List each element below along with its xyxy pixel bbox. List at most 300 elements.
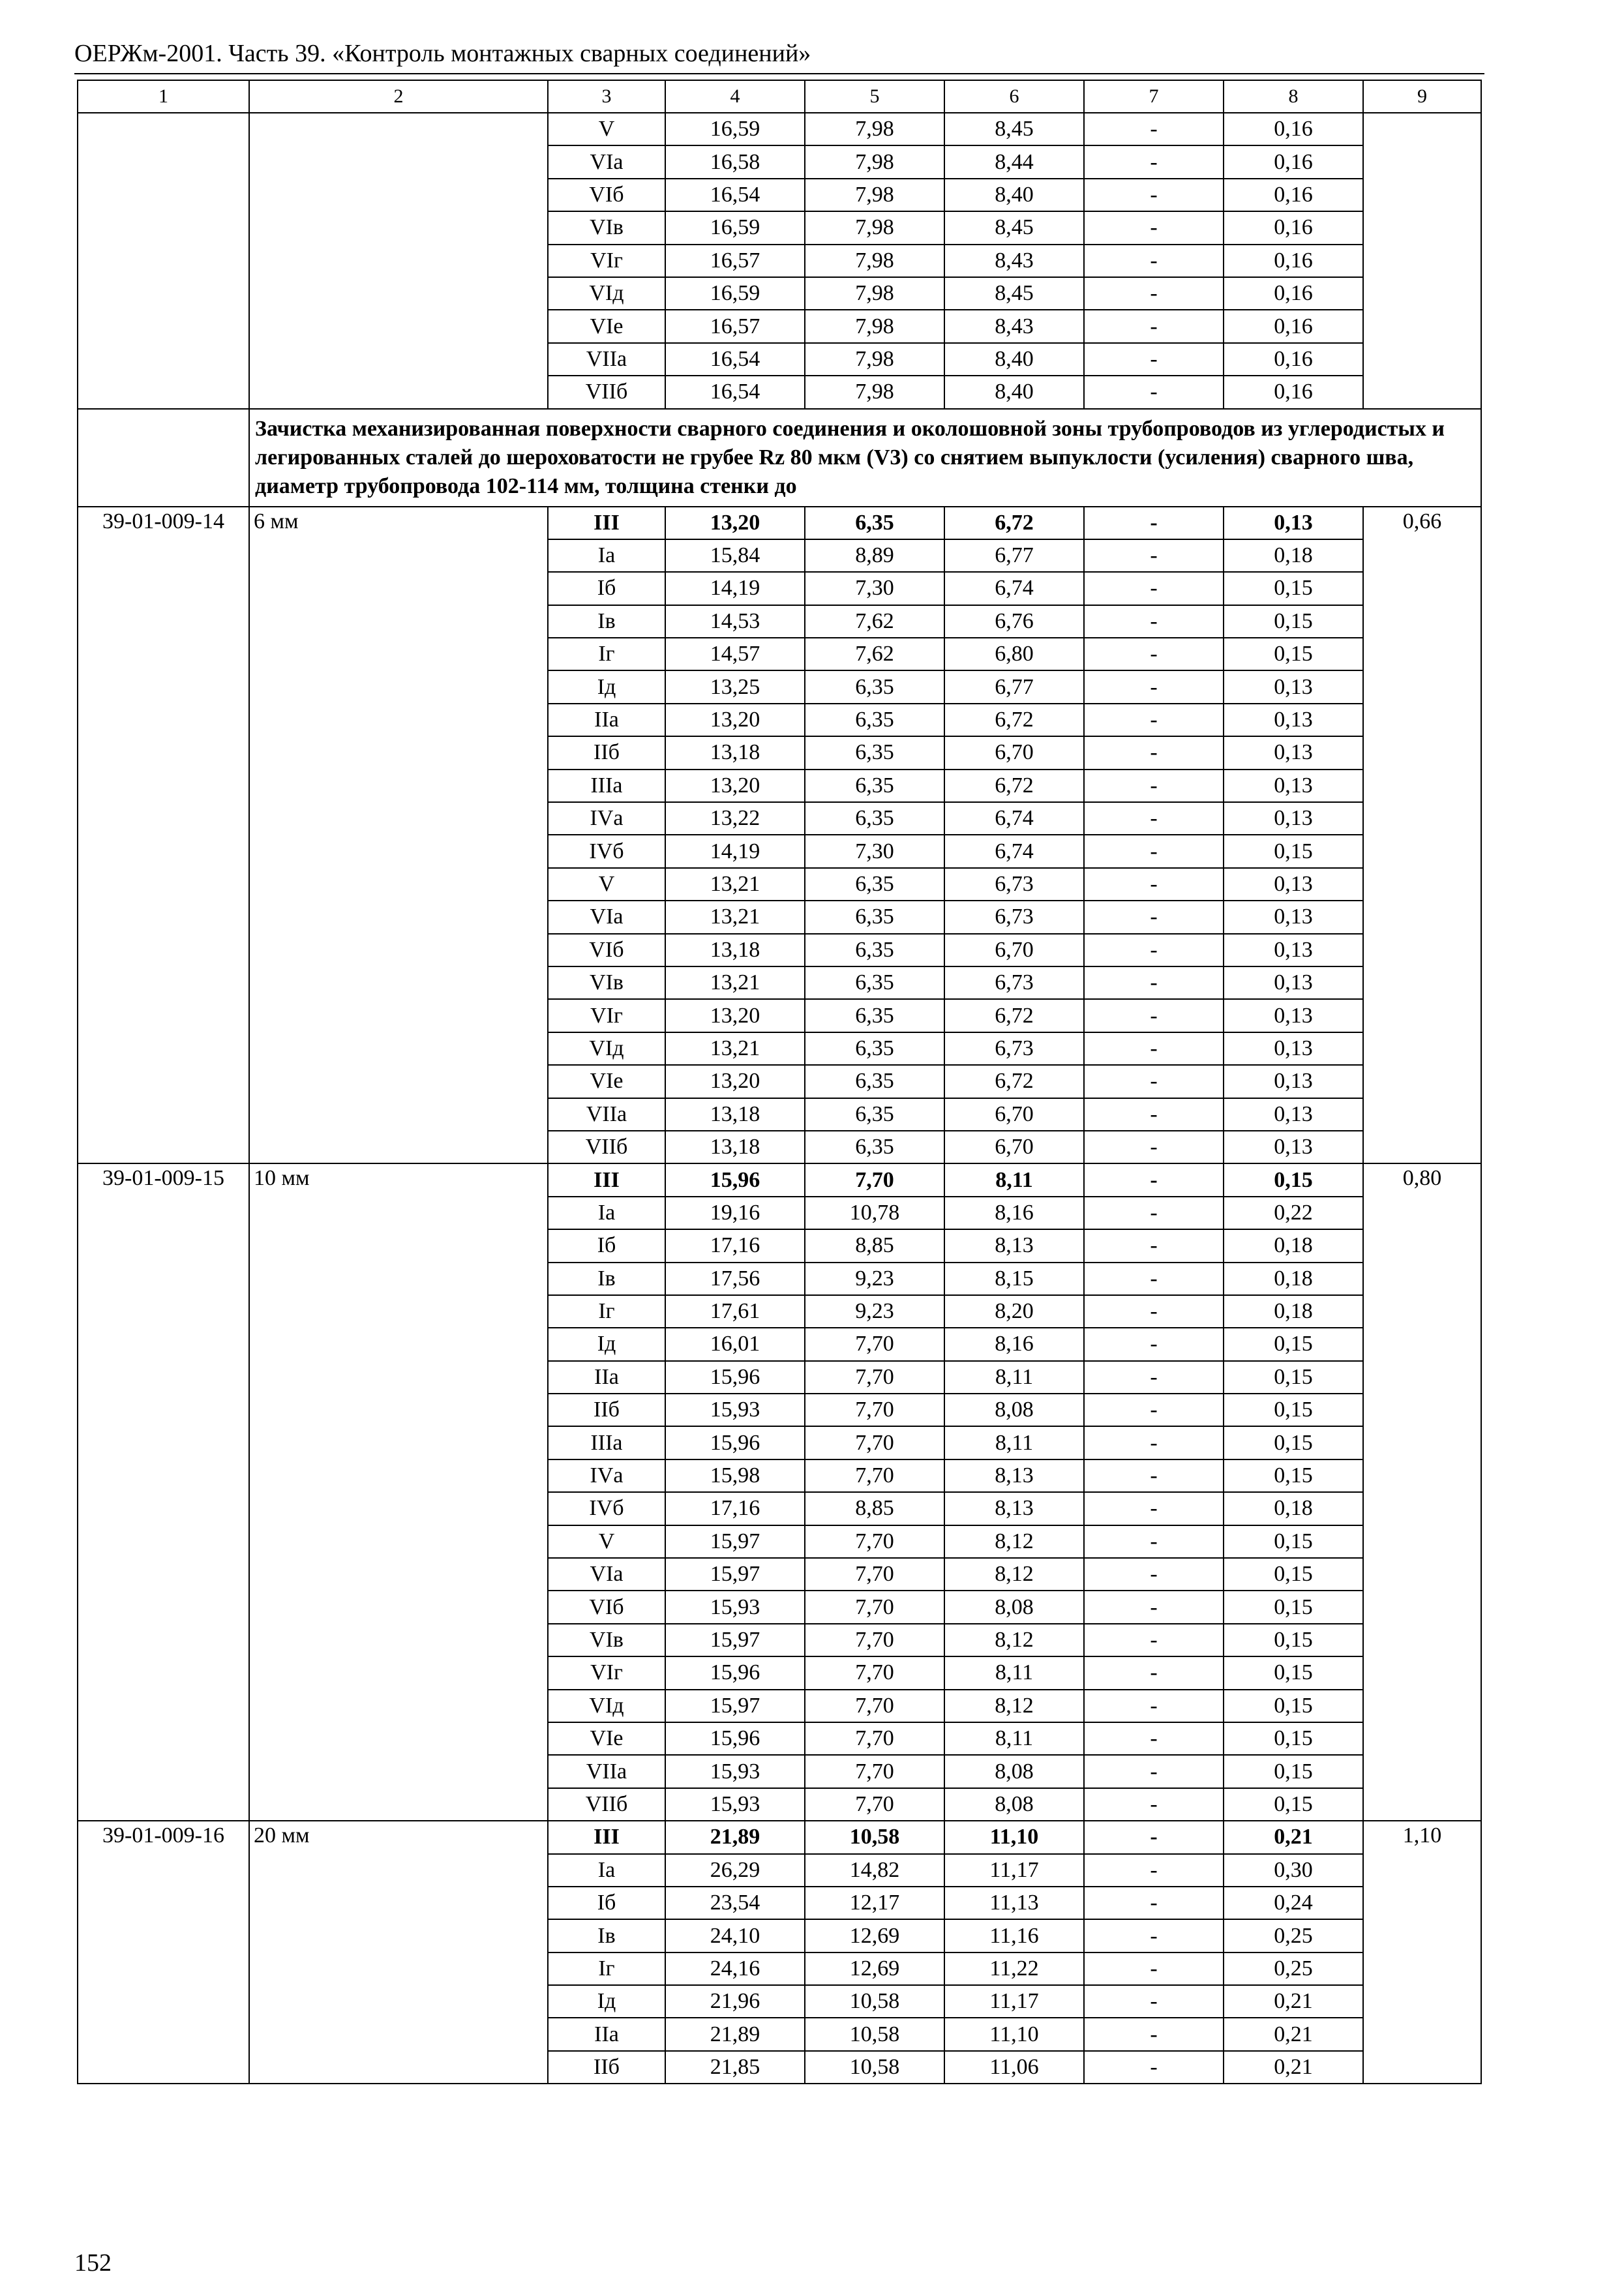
table-cell: VIе — [548, 1065, 665, 1098]
table-cell: Iа — [548, 1197, 665, 1229]
table-cell: 6,72 — [944, 507, 1084, 539]
table-cell: 6,77 — [944, 670, 1084, 703]
table-cell: 6,72 — [944, 770, 1084, 802]
table-cell: 16,59 — [665, 113, 805, 145]
table-cell: 13,20 — [665, 507, 805, 539]
table-cell: 21,89 — [665, 2018, 805, 2050]
table-cell: 7,70 — [805, 1459, 944, 1492]
table-cell: VIе — [548, 1722, 665, 1755]
thickness-cell-empty — [249, 113, 548, 409]
table-cell: IIа — [548, 2018, 665, 2050]
table-cell: 15,96 — [665, 1656, 805, 1689]
table-cell: 15,93 — [665, 1788, 805, 1821]
table-cell: - — [1084, 1065, 1224, 1098]
table-cell: - — [1084, 1656, 1224, 1689]
table-cell: 14,19 — [665, 572, 805, 605]
table-cell: 0,15 — [1224, 572, 1363, 605]
table-cell: 6,35 — [805, 1065, 944, 1098]
table-cell: 8,11 — [944, 1722, 1084, 1755]
table-cell: - — [1084, 1985, 1224, 2018]
page-number: 152 — [74, 2249, 112, 2277]
table-cell: - — [1084, 211, 1224, 244]
table-cell: 7,70 — [805, 1788, 944, 1821]
table-cell: 8,13 — [944, 1459, 1084, 1492]
table-cell: 16,59 — [665, 277, 805, 310]
table-cell: 0,16 — [1224, 179, 1363, 211]
table-cell: 0,15 — [1224, 835, 1363, 867]
table-cell: 0,15 — [1224, 1755, 1363, 1788]
table-cell: 0,15 — [1224, 1328, 1363, 1360]
table-cell: 0,15 — [1224, 638, 1363, 670]
table-cell: 6,35 — [805, 770, 944, 802]
table-cell: 6,73 — [944, 966, 1084, 999]
table-cell: 10,58 — [805, 1821, 944, 1853]
table-cell: IIIа — [548, 770, 665, 802]
table-cell: VIIб — [548, 1788, 665, 1821]
table-cell: 11,10 — [944, 2018, 1084, 2050]
column-number: 7 — [1084, 80, 1224, 113]
table-cell: 15,96 — [665, 1722, 805, 1755]
table-cell: 11,22 — [944, 1952, 1084, 1985]
table-cell: 7,98 — [805, 343, 944, 376]
table-cell: 8,44 — [944, 145, 1084, 178]
table-cell: 6,72 — [944, 1065, 1084, 1098]
table-cell: 0,18 — [1224, 1263, 1363, 1295]
table-cell: VIа — [548, 1558, 665, 1591]
table-cell: IIб — [548, 736, 665, 769]
table-cell: 16,54 — [665, 343, 805, 376]
table-cell: 0,15 — [1224, 605, 1363, 638]
table-cell: 0,16 — [1224, 376, 1363, 408]
table-cell: 6,35 — [805, 901, 944, 933]
table-cell: 0,13 — [1224, 934, 1363, 966]
table-cell: 8,13 — [944, 1229, 1084, 1262]
table-cell: 13,21 — [665, 966, 805, 999]
table-cell: - — [1084, 1952, 1224, 1985]
table-row — [78, 1163, 1481, 1196]
norm-value: 1,10 — [1363, 1821, 1481, 2084]
table-cell: 15,97 — [665, 1558, 805, 1591]
table-cell: - — [1084, 770, 1224, 802]
table-cell: 15,97 — [665, 1690, 805, 1722]
table-cell: 16,57 — [665, 310, 805, 342]
table-cell: 11,17 — [944, 1854, 1084, 1887]
table-cell: 15,93 — [665, 1755, 805, 1788]
table-cell: VIIа — [548, 343, 665, 376]
table-cell: VIв — [548, 966, 665, 999]
table-cell: - — [1084, 1558, 1224, 1591]
table-cell: - — [1084, 2051, 1224, 2084]
column-number: 8 — [1224, 80, 1363, 113]
table-cell: - — [1084, 572, 1224, 605]
table-cell: 7,98 — [805, 376, 944, 408]
table-cell: 15,96 — [665, 1361, 805, 1394]
table-cell: - — [1084, 1328, 1224, 1360]
table-cell: 6,74 — [944, 572, 1084, 605]
table-cell: 11,06 — [944, 2051, 1084, 2084]
table-cell: - — [1084, 343, 1224, 376]
table-cell: 0,13 — [1224, 507, 1363, 539]
table-cell: 13,21 — [665, 901, 805, 933]
table-cell: 7,70 — [805, 1656, 944, 1689]
table-cell: 7,98 — [805, 245, 944, 277]
table-cell: 7,98 — [805, 211, 944, 244]
table-cell: 14,82 — [805, 1854, 944, 1887]
table-cell: 21,85 — [665, 2051, 805, 2084]
table-cell: 7,62 — [805, 638, 944, 670]
table-cell: 7,98 — [805, 277, 944, 310]
table-cell: IIб — [548, 1394, 665, 1426]
table-cell: 0,13 — [1224, 670, 1363, 703]
table-cell: 21,89 — [665, 1821, 805, 1853]
table-cell: VIд — [548, 1032, 665, 1065]
table-cell: 8,45 — [944, 211, 1084, 244]
table-cell: IVб — [548, 835, 665, 867]
table-cell: 0,13 — [1224, 1065, 1363, 1098]
table-cell: IVб — [548, 1492, 665, 1525]
table-cell: 8,20 — [944, 1295, 1084, 1328]
table-cell: 13,18 — [665, 934, 805, 966]
table-cell: - — [1084, 1525, 1224, 1558]
table-cell: 6,35 — [805, 736, 944, 769]
table-cell: 6,74 — [944, 802, 1084, 835]
table-cell: VIв — [548, 1624, 665, 1656]
table-cell: 13,22 — [665, 802, 805, 835]
table-cell: 0,13 — [1224, 1131, 1363, 1163]
table-cell: 8,40 — [944, 343, 1084, 376]
table-cell: Iб — [548, 1887, 665, 1919]
table-cell: 7,98 — [805, 310, 944, 342]
table-cell: - — [1084, 1690, 1224, 1722]
table-cell: - — [1084, 704, 1224, 736]
table-cell: 6,35 — [805, 1131, 944, 1163]
table-cell: - — [1084, 934, 1224, 966]
table-cell: 7,70 — [805, 1426, 944, 1459]
table-cell: 16,59 — [665, 211, 805, 244]
table-cell: 6,35 — [805, 934, 944, 966]
table-cell: 13,21 — [665, 1032, 805, 1065]
table-cell: 7,70 — [805, 1690, 944, 1722]
column-number: 9 — [1363, 80, 1481, 113]
table-cell: 8,11 — [944, 1426, 1084, 1459]
table-cell: 8,08 — [944, 1755, 1084, 1788]
table-cell: 11,13 — [944, 1887, 1084, 1919]
table-cell: 8,11 — [944, 1656, 1084, 1689]
table-cell: IIIа — [548, 1426, 665, 1459]
table-cell: 21,96 — [665, 1985, 805, 2018]
table-cell: - — [1084, 1197, 1224, 1229]
table-cell: 7,70 — [805, 1394, 944, 1426]
table-cell: - — [1084, 1098, 1224, 1131]
table-cell: 0,16 — [1224, 343, 1363, 376]
column-number: 3 — [548, 80, 665, 113]
table-cell: - — [1084, 1394, 1224, 1426]
table-cell: 16,57 — [665, 245, 805, 277]
table-cell: 0,15 — [1224, 1426, 1363, 1459]
table-cell: - — [1084, 1459, 1224, 1492]
table-cell: - — [1084, 1032, 1224, 1065]
table-cell: - — [1084, 999, 1224, 1032]
table-cell: 0,15 — [1224, 1394, 1363, 1426]
table-cell: 10,78 — [805, 1197, 944, 1229]
table-cell: 0,13 — [1224, 1032, 1363, 1065]
table-cell: 0,16 — [1224, 245, 1363, 277]
table-cell: Iд — [548, 1985, 665, 2018]
table-cell: 6,35 — [805, 966, 944, 999]
table-cell: 6,70 — [944, 736, 1084, 769]
table-cell: - — [1084, 2018, 1224, 2050]
table-cell: 24,16 — [665, 1952, 805, 1985]
column-number: 4 — [665, 80, 805, 113]
table-cell: - — [1084, 1887, 1224, 1919]
table-cell: 0,15 — [1224, 1361, 1363, 1394]
table-cell: - — [1084, 1426, 1224, 1459]
column-number: 6 — [944, 80, 1084, 113]
table-cell: - — [1084, 1229, 1224, 1262]
table-cell: 7,70 — [805, 1361, 944, 1394]
norm-cell-empty — [1363, 113, 1481, 409]
table-cell: 6,70 — [944, 934, 1084, 966]
table-cell: 13,18 — [665, 736, 805, 769]
table-cell: Iд — [548, 670, 665, 703]
table-cell: 0,16 — [1224, 310, 1363, 342]
table-cell: - — [1084, 1263, 1224, 1295]
table-cell: 6,35 — [805, 802, 944, 835]
table-cell: III — [548, 507, 665, 539]
table-cell: 13,20 — [665, 770, 805, 802]
table-cell: VIд — [548, 277, 665, 310]
table-cell: 17,56 — [665, 1263, 805, 1295]
table-cell: VIб — [548, 179, 665, 211]
table-cell: 6,72 — [944, 704, 1084, 736]
table-cell: - — [1084, 835, 1224, 867]
table-row — [78, 113, 1481, 145]
table-cell: 11,10 — [944, 1821, 1084, 1853]
table-cell: 0,16 — [1224, 145, 1363, 178]
table-cell: 0,16 — [1224, 211, 1363, 244]
table-cell: 8,40 — [944, 179, 1084, 211]
table-cell: - — [1084, 145, 1224, 178]
table-cell: 7,98 — [805, 179, 944, 211]
table-cell: - — [1084, 605, 1224, 638]
item-code: 39-01-009-14 — [78, 507, 249, 1164]
table-cell: Iв — [548, 605, 665, 638]
table-cell: 8,12 — [944, 1690, 1084, 1722]
table-cell: 8,08 — [944, 1591, 1084, 1623]
table-cell: 0,15 — [1224, 1163, 1363, 1196]
table-cell: - — [1084, 1788, 1224, 1821]
table-cell: Iв — [548, 1263, 665, 1295]
table-cell: 0,15 — [1224, 1690, 1363, 1722]
table-cell: - — [1084, 277, 1224, 310]
table-cell: IVа — [548, 1459, 665, 1492]
table-cell: VIб — [548, 934, 665, 966]
table-cell: - — [1084, 1361, 1224, 1394]
table-cell: - — [1084, 1131, 1224, 1163]
table-cell: 13,20 — [665, 999, 805, 1032]
table-cell: IIб — [548, 2051, 665, 2084]
table-cell: 0,24 — [1224, 1887, 1363, 1919]
table-cell: 0,15 — [1224, 1722, 1363, 1755]
table-cell: 15,97 — [665, 1624, 805, 1656]
table-cell: 7,30 — [805, 835, 944, 867]
table-cell: 13,25 — [665, 670, 805, 703]
table-cell: 15,96 — [665, 1163, 805, 1196]
table-cell: 0,15 — [1224, 1656, 1363, 1689]
table-cell: 13,18 — [665, 1098, 805, 1131]
table-cell: VIIа — [548, 1098, 665, 1131]
wall-thickness: 6 мм — [249, 507, 548, 1164]
table-cell: 8,12 — [944, 1558, 1084, 1591]
table-cell: 0,18 — [1224, 1229, 1363, 1262]
table-cell: VIг — [548, 245, 665, 277]
table-cell: 7,70 — [805, 1163, 944, 1196]
table-cell: 7,70 — [805, 1328, 944, 1360]
table-cell: 0,18 — [1224, 1295, 1363, 1328]
table-cell: 6,35 — [805, 670, 944, 703]
table-cell: 0,25 — [1224, 1919, 1363, 1952]
table-cell: VIIа — [548, 1755, 665, 1788]
table-cell: 17,16 — [665, 1492, 805, 1525]
table-cell: 0,21 — [1224, 1985, 1363, 2018]
table-cell: 15,84 — [665, 539, 805, 572]
table-cell: 8,43 — [944, 310, 1084, 342]
table-cell: 0,22 — [1224, 1197, 1363, 1229]
table-cell: 0,15 — [1224, 1525, 1363, 1558]
table-cell: 0,13 — [1224, 802, 1363, 835]
table-cell: 0,13 — [1224, 868, 1363, 901]
table-cell: 10,58 — [805, 2018, 944, 2050]
table-cell: 13,20 — [665, 1065, 805, 1098]
table-cell: Iг — [548, 1952, 665, 1985]
table-cell: - — [1084, 966, 1224, 999]
table-cell: III — [548, 1163, 665, 1196]
norm-value: 0,66 — [1363, 507, 1481, 1164]
table-cell: 12,69 — [805, 1919, 944, 1952]
table-cell: 7,98 — [805, 113, 944, 145]
table-cell: 0,16 — [1224, 113, 1363, 145]
table-cell: 15,93 — [665, 1394, 805, 1426]
table-cell: 7,70 — [805, 1558, 944, 1591]
table-cell: 6,35 — [805, 999, 944, 1032]
table-cell: 12,17 — [805, 1887, 944, 1919]
table-cell: 16,58 — [665, 145, 805, 178]
column-number: 5 — [805, 80, 944, 113]
table-cell: III — [548, 1821, 665, 1853]
table-cell: 8,12 — [944, 1525, 1084, 1558]
table-cell: - — [1084, 1492, 1224, 1525]
table-cell: V — [548, 868, 665, 901]
table-cell: 6,73 — [944, 868, 1084, 901]
table-cell: - — [1084, 1295, 1224, 1328]
table-cell: - — [1084, 868, 1224, 901]
table-cell: 8,85 — [805, 1492, 944, 1525]
table-cell: IVа — [548, 802, 665, 835]
table-cell: 0,13 — [1224, 770, 1363, 802]
table-cell: 6,70 — [944, 1098, 1084, 1131]
table-cell: 0,18 — [1224, 539, 1363, 572]
table-cell: 8,45 — [944, 277, 1084, 310]
table-cell: 6,74 — [944, 835, 1084, 867]
table-cell: - — [1084, 507, 1224, 539]
table-cell: 8,43 — [944, 245, 1084, 277]
table-cell: 12,69 — [805, 1952, 944, 1985]
table-cell: IIа — [548, 704, 665, 736]
table-cell: 0,13 — [1224, 901, 1363, 933]
table-cell: 7,30 — [805, 572, 944, 605]
table-cell: Iа — [548, 539, 665, 572]
table-row — [78, 507, 1481, 539]
table-cell: 7,70 — [805, 1525, 944, 1558]
table-cell: 0,15 — [1224, 1558, 1363, 1591]
table-cell: 13,20 — [665, 704, 805, 736]
table-cell: - — [1084, 1821, 1224, 1853]
table-cell: 8,85 — [805, 1229, 944, 1262]
table-cell: 14,57 — [665, 638, 805, 670]
table-cell: 0,13 — [1224, 704, 1363, 736]
table-cell: 6,76 — [944, 605, 1084, 638]
table-cell: 8,89 — [805, 539, 944, 572]
table-cell: - — [1084, 310, 1224, 342]
table-cell: - — [1084, 179, 1224, 211]
table-cell: Iг — [548, 1295, 665, 1328]
table-cell: VIг — [548, 999, 665, 1032]
table-cell: 8,16 — [944, 1197, 1084, 1229]
table-cell: Iв — [548, 1919, 665, 1952]
table-cell: - — [1084, 113, 1224, 145]
table-cell: VIа — [548, 901, 665, 933]
table-cell: VIе — [548, 310, 665, 342]
table-cell: Iг — [548, 638, 665, 670]
table-cell: - — [1084, 1919, 1224, 1952]
table-cell: 8,12 — [944, 1624, 1084, 1656]
table-cell: 0,15 — [1224, 1788, 1363, 1821]
table-cell: 14,53 — [665, 605, 805, 638]
table-cell: - — [1084, 1163, 1224, 1196]
table-cell: 6,35 — [805, 704, 944, 736]
table-cell: - — [1084, 1624, 1224, 1656]
code-cell-empty — [78, 113, 249, 409]
table-cell: - — [1084, 376, 1224, 408]
table-cell: - — [1084, 901, 1224, 933]
table-cell: Iа — [548, 1854, 665, 1887]
table-cell: 16,54 — [665, 376, 805, 408]
table-cell: VIIб — [548, 1131, 665, 1163]
table-cell: 9,23 — [805, 1295, 944, 1328]
table-cell: - — [1084, 1854, 1224, 1887]
table-cell: - — [1084, 802, 1224, 835]
table-cell: 7,62 — [805, 605, 944, 638]
table-cell: 23,54 — [665, 1887, 805, 1919]
table-cell: 7,70 — [805, 1591, 944, 1623]
table-cell: 7,98 — [805, 145, 944, 178]
wall-thickness: 10 мм — [249, 1163, 548, 1821]
table-cell: 8,11 — [944, 1361, 1084, 1394]
table-cell: 0,13 — [1224, 1098, 1363, 1131]
page-header: ОЕРЖм-2001. Часть 39. «Контроль монтажных сварных соединений» — [74, 40, 811, 67]
table-cell: 6,35 — [805, 1032, 944, 1065]
table-cell: 6,35 — [805, 507, 944, 539]
table-cell: - — [1084, 670, 1224, 703]
table-cell: 6,35 — [805, 868, 944, 901]
table-cell: Iб — [548, 572, 665, 605]
table-cell: VIIб — [548, 376, 665, 408]
table-cell: 16,54 — [665, 179, 805, 211]
table-cell: 0,21 — [1224, 2018, 1363, 2050]
table-cell: 26,29 — [665, 1854, 805, 1887]
table-cell: VIд — [548, 1690, 665, 1722]
table-cell: 8,08 — [944, 1788, 1084, 1821]
